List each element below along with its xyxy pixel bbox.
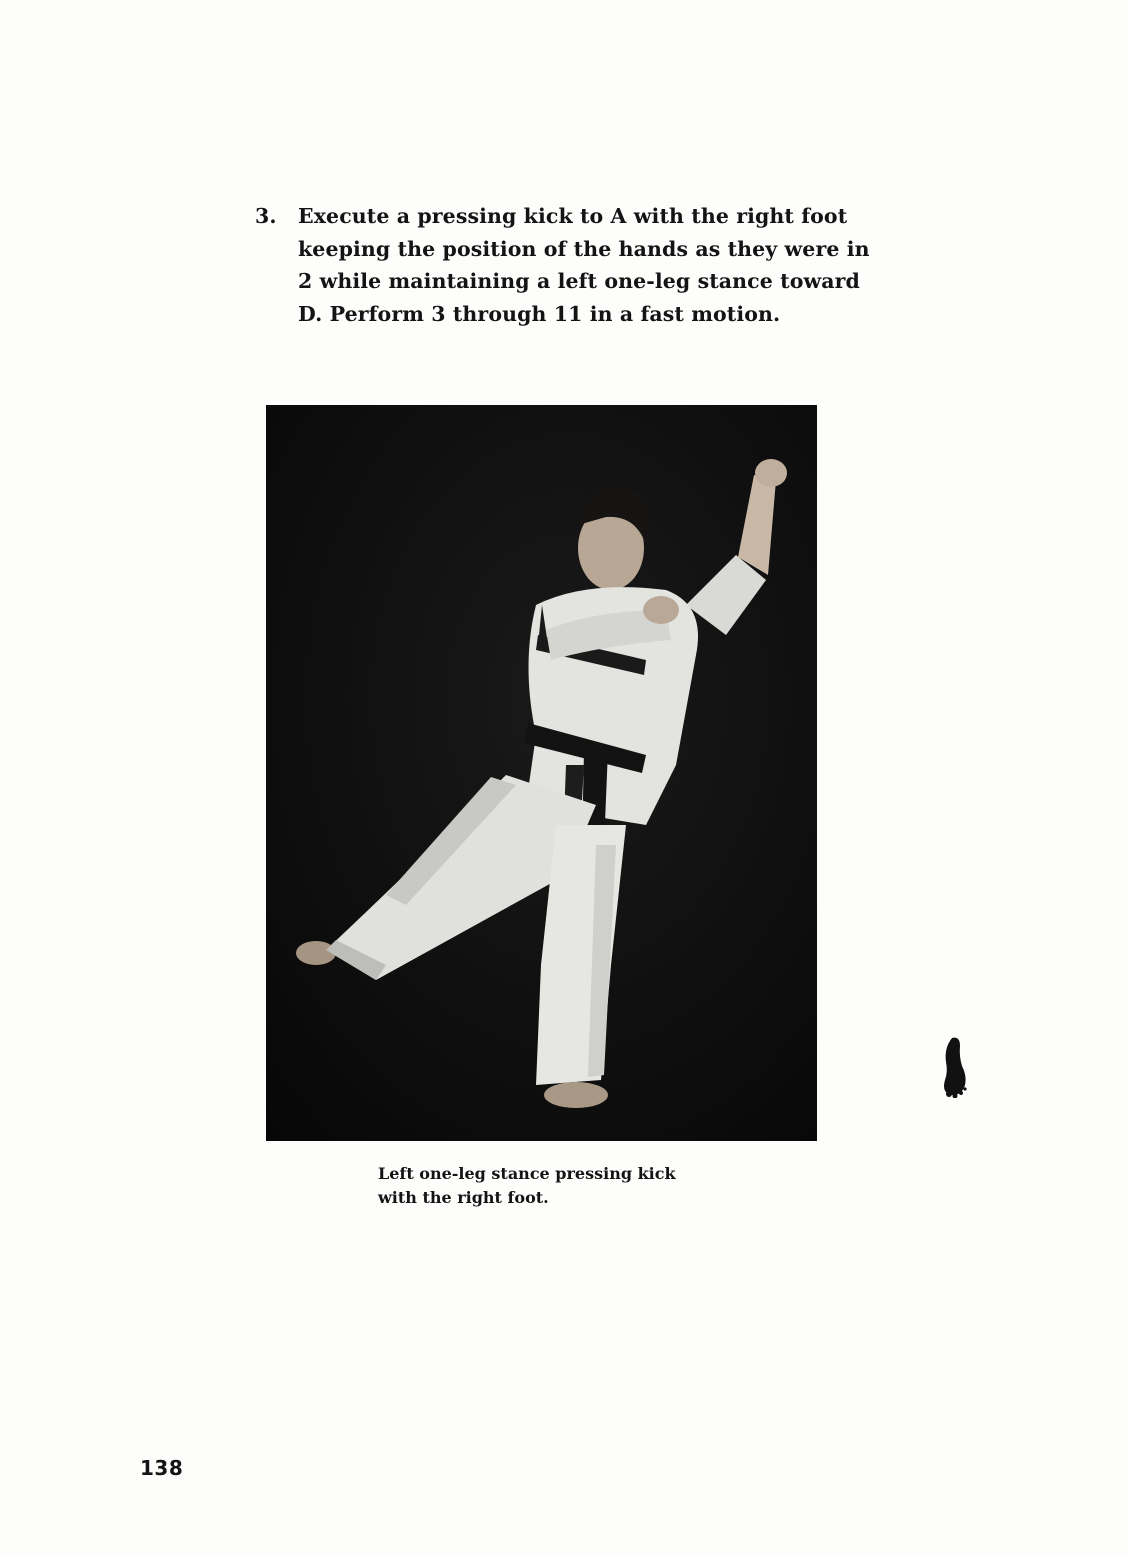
caption-line-2: with the right foot. [378,1188,549,1207]
step-number: 3. [255,204,277,228]
step-text: Execute a pressing kick to A with the right foot keeping the position of the hands as they were in 2 while maintaining a left one-leg stance toward D. Perform 3 through 11 in a fast motion. [298,204,870,326]
figure-caption [378,1162,738,1210]
page-number: 138 [140,1456,184,1480]
step-instruction [255,200,895,330]
caption-line-1: Left one-leg stance pressing kick [378,1164,676,1183]
footprint-icon [940,1036,970,1098]
kick-photo [266,405,817,1141]
